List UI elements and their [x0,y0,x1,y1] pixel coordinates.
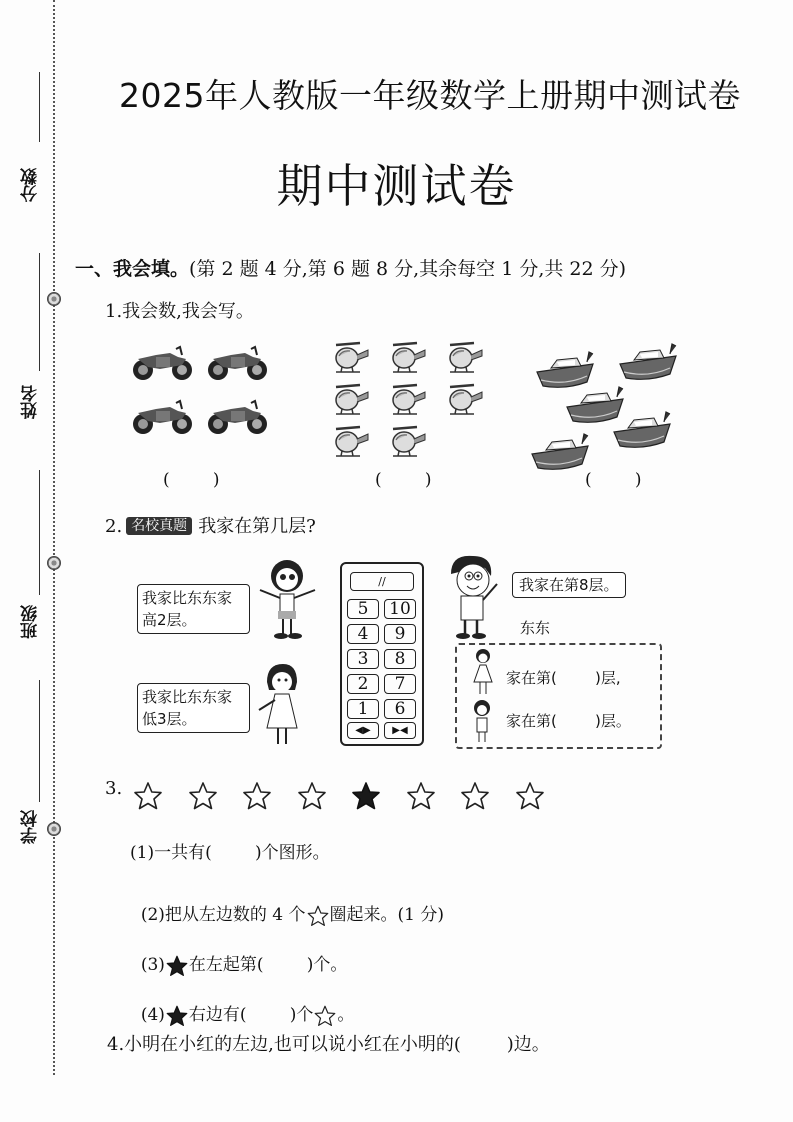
q2-prompt [105,512,316,538]
helicopter-icon [387,424,429,462]
q3-sub3-num: (3) [140,955,165,975]
helicopter-group [330,340,490,466]
speech-bubble-dongdong: 我家在第8层。 [512,572,626,598]
girl-lower-small-icon [470,648,496,696]
helicopter-icon [330,424,372,462]
class-blank-line[interactable] [39,470,40,595]
helicopter-icon [330,382,372,420]
star-filled-icon [165,1004,189,1028]
q3-sub1[interactable]: (1)一共有( )个图形。 [130,843,330,863]
q3-sub3-text: 在左起第( )个。 [188,955,348,975]
door-open-button-icon[interactable]: ◀▶ [347,722,379,739]
elevator-button-2[interactable]: 2 [347,674,379,694]
speech-bubble-lower: 我家比东东家低3层。 [137,683,250,733]
school-blank-line[interactable] [39,680,40,802]
star-outline-icon [241,780,273,812]
motorcycle-answer-blank[interactable]: ( ) [163,470,220,490]
girl-higher-small-icon [468,698,496,744]
seal-mark-icon [47,556,61,570]
elevator-button-1[interactable]: 1 [347,699,379,719]
q2-number: 2. [105,516,123,537]
famous-school-badge: 名校真题 [126,517,192,535]
q1-prompt: 1.我会数,我会写。 [105,301,254,322]
helicopter-icon [444,340,486,378]
score-label: 分数 [21,168,41,202]
document-title: 2025年人教版一年级数学上册期中测试卷 [119,76,741,115]
elevator-button-9[interactable]: 9 [384,624,416,644]
helicopter-icon [444,382,486,420]
elevator-button-4[interactable]: 4 [347,624,379,644]
elevator-button-6[interactable]: 6 [384,699,416,719]
elevator-button-5[interactable]: 5 [347,599,379,619]
speech-bubble-higher: 我家比东东家高2层。 [137,584,250,634]
boat-icon [612,410,674,452]
section-title: 一、我会填。 [75,258,190,280]
elevator-button-8[interactable]: 8 [384,649,416,669]
q3-sub4-end: 。 [337,1005,355,1025]
elevator-button-10[interactable]: 10 [384,599,416,619]
motorcycle-icon [205,399,269,435]
q4-question[interactable]: 4.小明在小红的左边,也可以说小红在小明的( )边。 [107,1034,550,1055]
q3-sub2-text-end: 圈起来。(1 分) [329,905,445,925]
door-close-button-icon[interactable]: ▶◀ [384,722,416,739]
motorcycle-group [130,345,269,439]
star-outline-icon [313,1004,337,1028]
answer-line-lower-girl[interactable]: 家在第( )层, [506,669,621,687]
q3-number: 3. [105,778,123,799]
section-heading [75,254,626,281]
motorcycle-icon [130,399,194,435]
girl-figure-2-icon [255,660,305,750]
seal-mark-icon [47,292,61,306]
q3-sub4-text: 右边有( )个 [188,1005,314,1025]
boat-icon [618,342,680,384]
q3-sub4-num: (4) [140,1005,165,1025]
motorcycle-icon [205,345,269,381]
star-row [132,780,546,812]
star-filled-icon [165,954,189,978]
elevator-display: // [350,572,414,591]
star-outline-icon [132,780,164,812]
elevator-button-7[interactable]: 7 [384,674,416,694]
elevator-panel [340,562,424,746]
class-label: 班级 [21,605,41,639]
boat-answer-blank[interactable]: ( ) [585,470,642,490]
q3-sub4[interactable] [130,980,354,1028]
q3-sub3[interactable] [130,930,347,978]
score-blank-line[interactable] [39,72,40,142]
name-blank-line[interactable] [39,253,40,371]
helicopter-icon [330,340,372,378]
helicopter-icon [387,340,429,378]
answer-line-higher-girl[interactable]: 家在第( )层。 [506,712,631,730]
school-label: 学校 [21,810,41,844]
star-outline-icon [306,904,330,928]
star-filled-icon [350,780,382,812]
star-outline-icon [296,780,328,812]
motorcycle-icon [130,345,194,381]
star-outline-icon [514,780,546,812]
helicopter-icon [387,382,429,420]
q3-sub2 [130,880,444,928]
helicopter-answer-blank[interactable]: ( ) [375,470,432,490]
dongdong-name-label: 东东 [520,619,551,637]
star-outline-icon [187,780,219,812]
girl-figure-1-icon [255,556,320,641]
q2-question: 我家在第几层? [198,516,316,537]
star-outline-icon [459,780,491,812]
boat-icon [530,432,592,474]
star-outline-icon [405,780,437,812]
seal-mark-icon [47,822,61,836]
section-scoring: (第 2 题 4 分,第 6 题 8 分,其余每空 1 分,共 22 分) [189,258,627,280]
boy-dongdong-figure-icon [445,552,505,642]
q3-sub2-text: (2)把从左边数的 4 个 [140,905,306,925]
name-label: 姓名 [21,385,41,419]
document-subtitle: 期中测试卷 [276,159,517,213]
elevator-button-3[interactable]: 3 [347,649,379,669]
